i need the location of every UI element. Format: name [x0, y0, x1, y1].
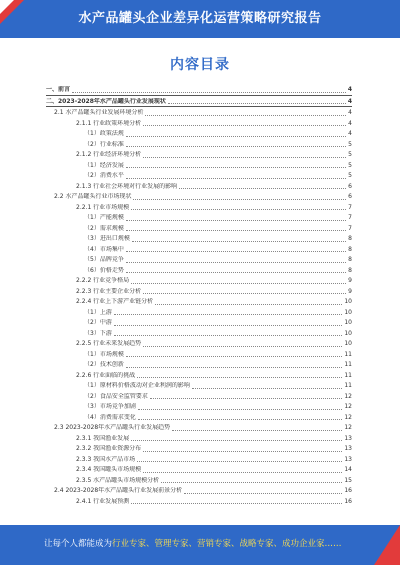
toc-entry[interactable]	[46, 382, 352, 391]
toc-leader-dots	[126, 167, 346, 168]
toc-leader-dots	[138, 409, 343, 410]
toc-entry[interactable]	[46, 414, 352, 423]
toc-entry[interactable]	[46, 162, 352, 171]
toc-entry[interactable]	[46, 435, 352, 444]
toc-entry[interactable]	[46, 340, 352, 349]
toc-leader-dots	[126, 251, 346, 252]
toc-entry[interactable]	[46, 256, 352, 265]
toc-entry[interactable]	[46, 466, 352, 475]
toc-entry-page: 5	[348, 161, 352, 169]
toc-leader-dots	[143, 293, 346, 294]
table-of-contents	[46, 86, 352, 508]
toc-entry-page: 8	[348, 256, 352, 263]
toc-entry[interactable]	[46, 288, 352, 297]
report-title: 水产品罐头企业差异化运营策略研究报告	[78, 11, 322, 26]
toc-entry-page: 10	[344, 298, 352, 305]
toc-entry-page: 8	[348, 235, 352, 242]
toc-entry-label: 2.2.5 行业未来发展趋势	[76, 340, 142, 347]
toc-entry-page: 12	[344, 413, 352, 421]
toc-entry-page: 13	[344, 434, 352, 442]
toc-entry-page: 5	[348, 140, 352, 148]
toc-leader-dots	[161, 482, 342, 483]
toc-entry-page: 9	[348, 287, 352, 295]
toc-entry-page: 15	[344, 476, 352, 484]
toc-entry-label: （4）市场集中	[84, 245, 124, 253]
toc-entry-page: 5	[348, 172, 352, 179]
toc-entry-label: （1）产能规模	[84, 214, 124, 221]
toc-entry-label: 2.4.1 行业发展预测	[76, 497, 130, 505]
toc-entry-label: （6）价格走势	[84, 266, 124, 274]
toc-entry-label: 2.3.4 我国罐头市场规模	[76, 466, 142, 473]
toc-leader-dots	[143, 472, 342, 473]
toc-entry-label: （1）政策法规	[84, 130, 124, 137]
toc-entry-label: （2）消费水平	[84, 172, 124, 179]
toc-entry-page: 10	[344, 329, 352, 337]
toc-entry-label: 2.1 水产品罐头行业发展环境分析	[54, 109, 144, 116]
toc-entry[interactable]	[46, 193, 352, 202]
toc-entry[interactable]	[46, 351, 352, 360]
toc-entry-page: 16	[344, 487, 352, 494]
toc-entry-page: 12	[344, 424, 352, 431]
toc-entry-label: （3）下游	[84, 329, 112, 337]
toc-entry[interactable]	[46, 86, 352, 96]
toc-entry-page: 5	[348, 151, 352, 158]
toc-leader-dots	[150, 398, 343, 399]
toc-entry[interactable]	[46, 130, 352, 139]
toc-entry[interactable]	[46, 246, 352, 255]
toc-leader-dots	[143, 451, 342, 452]
footer-red-stripe	[374, 525, 400, 565]
toc-entry-page: 4	[347, 97, 352, 105]
toc-leader-dots	[172, 430, 342, 431]
toc-entry[interactable]	[46, 120, 352, 129]
toc-entry-page: 13	[344, 445, 352, 452]
toc-entry[interactable]	[46, 424, 352, 433]
toc-entry[interactable]	[46, 141, 352, 150]
toc-entry-page: 6	[348, 182, 352, 190]
footer-highlight: 行业专家、管理专家、营销专家、战略专家、成功企业家……	[112, 539, 342, 549]
toc-leader-dots	[126, 146, 346, 147]
footer-banner	[0, 525, 400, 565]
toc-entry-label: 一、前言	[46, 86, 71, 93]
toc-entry-label: 2.2 水产品罐头行业市场现状	[54, 193, 132, 200]
toc-leader-dots	[137, 461, 342, 462]
toc-entry-page: 6	[348, 193, 352, 200]
toc-leader-dots	[143, 125, 346, 126]
toc-entry-page: 11	[344, 371, 352, 379]
toc-entry[interactable]	[46, 393, 352, 402]
toc-entry[interactable]	[46, 309, 352, 318]
toc-leader-dots	[137, 377, 342, 378]
toc-leader-dots	[133, 199, 346, 200]
toc-entry[interactable]	[46, 151, 352, 160]
toc-leader-dots	[126, 367, 343, 368]
toc-entry[interactable]	[46, 445, 352, 454]
toc-entry[interactable]	[46, 403, 352, 412]
toc-entry[interactable]	[46, 109, 352, 118]
toc-entry-page: 9	[348, 277, 352, 284]
toc-entry-label: 2.3 2023-2028年水产品罐头行业发展趋势	[54, 424, 171, 431]
toc-entry[interactable]	[46, 98, 352, 108]
report-header	[0, 0, 400, 38]
toc-entry-label: （2）行业标准	[84, 140, 124, 148]
toc-entry-label: 2.4 2023-2028年水产品罐头行业发展前景分析	[54, 487, 183, 494]
toc-entry-label: 2.2.4 行业上下游产业链分析	[76, 298, 154, 305]
toc-entry-page: 8	[348, 245, 352, 253]
toc-leader-dots	[155, 304, 342, 305]
toc-leader-dots	[138, 419, 343, 420]
toc-entry[interactable]	[46, 172, 352, 181]
toc-entry[interactable]	[46, 372, 352, 381]
toc-leader-dots	[126, 178, 346, 179]
toc-entry-label: （5）品牌竞争	[84, 256, 124, 263]
toc-entry-page: 4	[347, 86, 352, 93]
toc-entry-label: 2.2.3 行业主要企业分析	[76, 287, 142, 295]
toc-leader-dots	[126, 230, 346, 231]
toc-entry-page: 7	[348, 203, 352, 211]
toc-entry-page: 16	[344, 497, 352, 505]
toc-entry-label: （2）食品安全监管要求	[84, 392, 148, 400]
toc-entry-label: 2.3.1 我国渔业发展	[76, 434, 130, 442]
toc-entry-label: （1）市场规模	[84, 350, 124, 358]
toc-entry-label: （1）经济发展	[84, 161, 124, 169]
toc-entry-label: 2.2.2 行业竞争格局	[76, 277, 130, 284]
toc-entry-page: 10	[344, 340, 352, 347]
toc-leader-dots	[131, 209, 346, 210]
toc-entry[interactable]	[46, 235, 352, 244]
toc-entry-page: 4	[348, 130, 352, 137]
toc-leader-dots	[131, 283, 346, 284]
toc-entry-page: 11	[344, 350, 352, 358]
toc-entry[interactable]	[46, 477, 352, 486]
toc-entry[interactable]	[46, 225, 352, 234]
toc-leader-dots	[192, 388, 343, 389]
toc-entry-page: 10	[344, 319, 352, 326]
toc-entry[interactable]	[46, 361, 352, 370]
toc-entry-label: （4）消费需求变化	[84, 413, 136, 421]
toc-entry[interactable]	[46, 204, 352, 213]
footer-prefix: 让每个人都能成为	[44, 539, 113, 549]
toc-leader-dots	[168, 103, 346, 104]
toc-entry-label: （2）需求规模	[84, 224, 124, 232]
toc-entry-page: 8	[348, 266, 352, 274]
toc-entry[interactable]	[46, 183, 352, 192]
toc-leader-dots	[126, 136, 346, 137]
toc-entry-label: 2.3.5 水产品罐头市场规模分析	[76, 476, 160, 484]
toc-entry-page: 4	[348, 119, 352, 127]
toc-entry-label: 2.3.3 我国水产品市场	[76, 455, 136, 463]
toc-entry-label: （1）原材料价格波动对企业利润的影响	[84, 382, 190, 389]
toc-leader-dots	[114, 325, 343, 326]
toc-entry[interactable]	[46, 277, 352, 286]
toc-leader-dots	[114, 335, 343, 336]
toc-entry-page: 11	[344, 361, 352, 368]
toc-entry[interactable]	[46, 456, 352, 465]
toc-entry-label: 2.2.6 行业面临的挑战	[76, 371, 136, 379]
toc-leader-dots	[143, 157, 346, 158]
toc-leader-dots	[179, 188, 346, 189]
toc-leader-dots	[72, 92, 346, 93]
toc-entry[interactable]	[46, 298, 352, 307]
toc-entry-page: 12	[344, 392, 352, 400]
toc-entry-label: 2.1.3 行业社会环境对行业发展的影响	[76, 182, 178, 190]
toc-entry[interactable]	[46, 267, 352, 276]
toc-entry-page: 12	[344, 403, 352, 410]
toc-entry[interactable]	[46, 487, 352, 496]
toc-entry-page: 7	[348, 224, 352, 232]
toc-entry-label: （3）市场竞争加剧	[84, 403, 136, 410]
toc-entry[interactable]	[46, 319, 352, 328]
toc-entry-page: 14	[344, 466, 352, 473]
toc-entry-label: 2.1.2 行业经济环境分析	[76, 151, 142, 158]
toc-leader-dots	[126, 356, 343, 357]
toc-leader-dots	[114, 314, 343, 315]
toc-leader-dots	[126, 262, 346, 263]
toc-entry-page: 4	[348, 109, 352, 116]
toc-entry-page: 10	[344, 308, 352, 316]
toc-entry-label: 2.3.2 我国渔业资源分布	[76, 445, 142, 452]
toc-leader-dots	[145, 115, 346, 116]
toc-entry[interactable]	[46, 330, 352, 339]
toc-heading: 内容目录	[170, 57, 230, 73]
toc-entry-label: （3）进出口规模	[84, 235, 130, 242]
toc-entry-page: 13	[344, 455, 352, 463]
toc-entry-label: 2.1.1 行业政策环境分析	[76, 119, 142, 127]
toc-leader-dots	[131, 440, 342, 441]
toc-entry[interactable]	[46, 498, 352, 507]
toc-leader-dots	[184, 493, 342, 494]
toc-leader-dots	[126, 272, 346, 273]
footer-slogan	[44, 537, 342, 549]
toc-entry[interactable]	[46, 214, 352, 223]
toc-entry-label: 2.2.1 行业市场规模	[76, 203, 130, 211]
toc-entry-label: 二、2023-2028年水产品罐头行业发展现状	[46, 97, 166, 105]
toc-leader-dots	[143, 346, 342, 347]
toc-leader-dots	[131, 503, 342, 504]
toc-leader-dots	[126, 220, 346, 221]
toc-entry-label: （2）中游	[84, 319, 112, 326]
toc-entry-page: 7	[348, 214, 352, 221]
toc-entry-label: （1）上游	[84, 308, 112, 316]
toc-entry-label: （2）技术创新	[84, 361, 124, 368]
toc-entry-page: 11	[344, 382, 352, 389]
toc-leader-dots	[132, 241, 346, 242]
